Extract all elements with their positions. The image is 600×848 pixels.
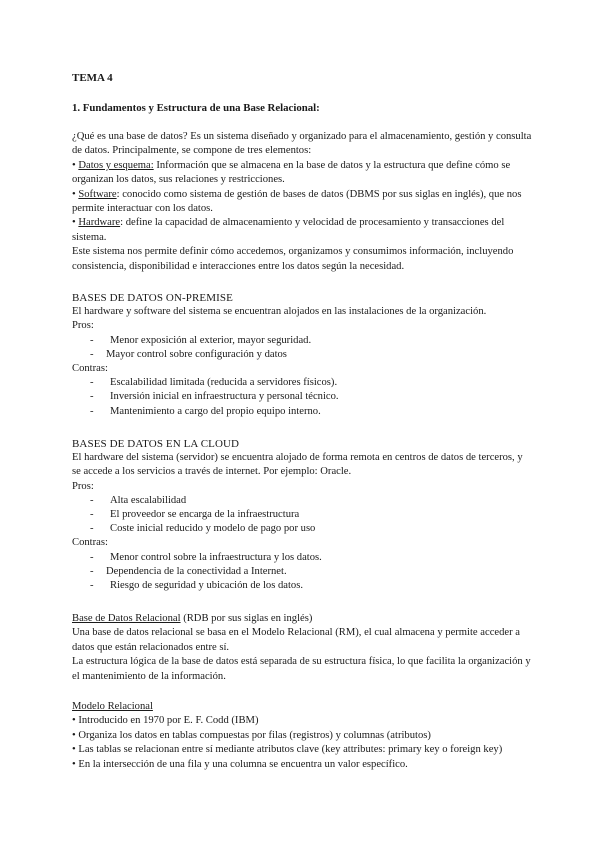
rdb-heading-underlined: Base de Datos Relacional <box>72 613 181 624</box>
cloud-desc: El hardware del sistema (servidor) se encuentra alojado de forma remota en centros de datos de terceros, y se accede a los servicios a través de internet. Por ejemplo: Oracle. <box>72 452 523 478</box>
list-item <box>72 508 532 522</box>
list-item-text: Alta escalabilidad <box>110 494 187 506</box>
bullet-datos-term: Datos y esquema: <box>78 159 154 171</box>
model-section <box>72 700 532 772</box>
dash-marker: - <box>90 494 94 506</box>
bullet-software: • Software: conocido como sistema de gestión de bases de datos (DBMS por sus siglas en inglés), que nos permite interactuar con los datos. <box>72 188 522 215</box>
cloud-heading: BASES DE DATOS EN LA CLOUD <box>72 438 240 450</box>
dash-marker: - <box>90 565 94 577</box>
list-item <box>72 565 532 579</box>
cloud-cons-list <box>72 551 532 594</box>
list-item-text: Menor exposición al exterior, mayor seguridad. <box>110 334 312 346</box>
rdb-paragraph-1: Una base de datos relacional se basa en el Modelo Relacional (RM), el cual almacena y permite acceder a datos que están relacionados entre sí. <box>72 627 520 653</box>
list-item-text: Escalabilidad limitada (reducida a servidores físicos). <box>110 377 338 389</box>
list-item-text: El proveedor se encarga de la infraestructura <box>110 509 300 521</box>
model-heading: Modelo Relacional <box>72 701 153 712</box>
document-title: TEMA 4 <box>72 72 113 84</box>
dash-marker: - <box>90 405 94 417</box>
list-item: • En la intersección de una fila y una columna se encuentra un valor específico. <box>72 758 408 770</box>
rdb-heading-rest: (RDB por sus siglas en inglés) <box>180 613 313 624</box>
onpremise-pros-list <box>72 334 532 362</box>
dash-marker: - <box>90 377 94 389</box>
bullet-datos: • Datos y esquema: Información que se almacena en la base de datos y la estructura que define cómo se organizan los datos, sus relaciones y restricciones. <box>72 159 511 186</box>
cloud-pros-list <box>72 494 532 537</box>
onpremise-desc: El hardware y software del sistema se encuentran alojados en las instalaciones de la organización. <box>72 306 487 318</box>
list-item <box>72 348 532 362</box>
list-item <box>72 494 532 508</box>
rdb-section <box>72 612 532 684</box>
onpremise-cons-list <box>72 376 532 419</box>
bullet-software-text: : conocido como sistema de gestión de bases de datos (DBMS por sus siglas en inglés), que nos permite interactuar con los datos. <box>72 188 522 215</box>
section1-heading-block <box>72 101 532 115</box>
list-item: • Organiza los datos en tablas compuestas por filas (registros) y columnas (atributos) <box>72 729 431 741</box>
list-item-text: Mantenimiento a cargo del propio equipo interno. <box>110 405 321 417</box>
onpremise-pros-label: Pros: <box>72 320 94 332</box>
cloud-section <box>72 437 532 593</box>
dash-marker: - <box>90 348 94 360</box>
list-item: • Introducido en 1970 por E. F. Codd (IBM) <box>72 715 259 727</box>
list-item <box>72 522 532 536</box>
dash-marker: - <box>90 509 94 521</box>
rdb-heading <box>72 612 532 626</box>
list-item-text: Inversión inicial en infraestructura y personal técnico. <box>110 391 339 403</box>
cloud-cons-label: Contras: <box>72 537 108 549</box>
list-item-text: Coste inicial reducido y modelo de pago por uso <box>110 523 316 535</box>
dash-marker: - <box>90 580 94 592</box>
dash-marker: - <box>90 391 94 403</box>
onpremise-cons-label: Contras: <box>72 363 108 375</box>
bullet-hardware: • Hardware: define la capacidad de almacenamiento y velocidad de procesamiento y transacciones del sistema. <box>72 217 505 243</box>
section1-heading: 1. Fundamentos y Estructura de una Base Relacional: <box>72 102 320 114</box>
rdb-paragraph-2: La estructura lógica de la base de datos está separada de su estructura física, lo que facilita la organización y el mantenimiento de la información. <box>72 656 531 682</box>
list-item-text: Mayor control sobre configuración y datos <box>106 348 287 360</box>
list-item: • Las tablas se relacionan entre sí mediante atributos clave (key attributes: primary key o foreign key) <box>72 744 503 756</box>
list-item-text: Riesgo de seguridad y ubicación de los datos. <box>110 580 303 592</box>
section1-intro: ¿Qué es una base de datos? Es un sistema diseñado y organizado para el almacenamiento, gestión y consulta de datos. Principalmente, se compone de tres elementos: <box>72 131 532 157</box>
cloud-pros-label: Pros: <box>72 480 94 492</box>
list-item <box>72 551 532 565</box>
onpremise-heading: BASES DE DATOS ON-PREMISE <box>72 292 233 304</box>
document-title-block <box>72 71 532 85</box>
bullet-datos-text: Información que se almacena en la base de datos y la estructura que define cómo se organizan los datos, sus relaciones y restricciones. <box>72 159 511 186</box>
onpremise-section <box>72 291 532 419</box>
list-item <box>72 334 532 348</box>
list-item <box>72 390 532 404</box>
list-item <box>72 376 532 390</box>
section1-closing: Este sistema nos permite definir cómo accedemos, organizamos y consumimos información, incluyendo consistencia, disponibilidad e interacciones entre los datos según la necesidad. <box>72 246 514 272</box>
section1-body <box>72 130 532 274</box>
bullet-hardware-term: Hardware <box>78 217 121 229</box>
list-item-text: Menor control sobre la infraestructura y los datos. <box>110 551 322 563</box>
bullet-software-term: Software <box>78 188 117 200</box>
dash-marker: - <box>90 334 94 346</box>
dash-marker: - <box>90 523 94 535</box>
list-item <box>72 579 532 593</box>
bullet-hardware-text: : define la capacidad de almacenamiento y velocidad de procesamiento y transacciones del sistema. <box>72 217 505 243</box>
dash-marker: - <box>90 551 94 563</box>
list-item-text: Dependencia de la conectividad a Internet. <box>106 565 287 577</box>
list-item <box>72 405 532 419</box>
